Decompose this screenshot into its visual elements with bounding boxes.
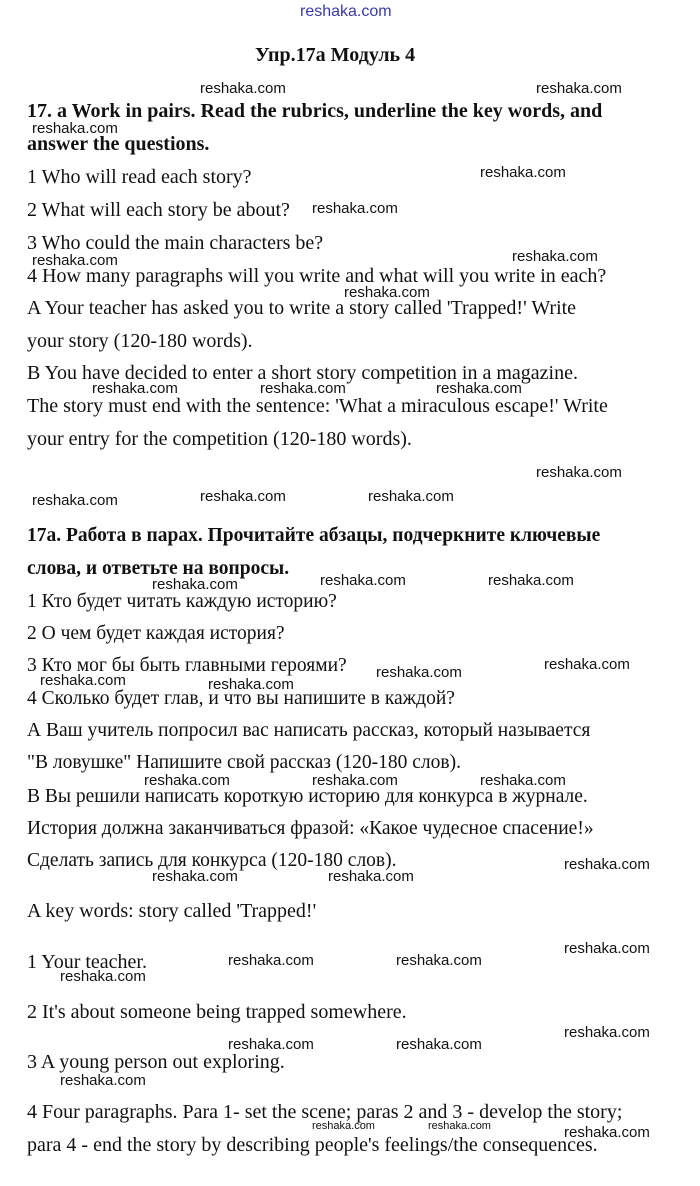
task-ru-question-4: 4 Сколько будет глав, и что вы напишите в каждой? [27, 688, 455, 709]
task-en-question-3: 3 Who could the main characters be? [27, 232, 324, 254]
watermark: reshaka.com [312, 1120, 375, 1132]
task-en-option-b-line1: B You have decided to enter a short story competition in a magazine. [27, 362, 578, 384]
task-ru-option-b-line1: В Вы решили написать короткую историю для конкурса в журнале. [27, 786, 588, 807]
watermark: reshaka.com [512, 248, 598, 265]
watermark: reshaka.com [152, 576, 238, 593]
watermark: reshaka.com [564, 1024, 650, 1041]
task-ru-heading-line2: слова, и ответьте на вопросы. [27, 558, 290, 579]
watermark: reshaka.com [544, 656, 630, 673]
answer-1: 1 Your teacher. [27, 951, 147, 973]
task-ru-question-2: 2 О чем будет каждая история? [27, 623, 285, 644]
watermark: reshaka.com [32, 492, 118, 509]
task-en-option-b-line3: your entry for the competition (120-180 words). [27, 428, 412, 450]
watermark: reshaka.com [480, 772, 566, 789]
watermark: reshaka.com [312, 772, 398, 789]
task-ru-question-1: 1 Кто будет читать каждую историю? [27, 591, 337, 612]
watermark: reshaka.com [200, 80, 286, 97]
watermark: reshaka.com [488, 572, 574, 589]
task-ru-option-a-line1: А Ваш учитель попросил вас написать рассказ, который называется [27, 720, 591, 741]
answer-3: 3 A young person out exploring. [27, 1051, 285, 1073]
site-link-top[interactable]: reshaka.com [300, 3, 392, 20]
watermark: reshaka.com [228, 952, 314, 969]
watermark: reshaka.com [32, 120, 118, 137]
watermark: reshaka.com [60, 1072, 146, 1089]
task-en-option-b-line2: The story must end with the sentence: 'What a miraculous escape!' Write [27, 395, 608, 417]
watermark: reshaka.com [536, 464, 622, 481]
answer-2: 2 It's about someone being trapped somewhere. [27, 1001, 407, 1023]
task-ru-option-b-line2: История должна заканчиваться фразой: «Какое чудесное спасение!» [27, 818, 594, 839]
watermark: reshaka.com [564, 940, 650, 957]
watermark: reshaka.com [228, 1036, 314, 1053]
watermark: reshaka.com [200, 488, 286, 505]
watermark: reshaka.com [60, 968, 146, 985]
watermark: reshaka.com [368, 488, 454, 505]
task-en-question-4: 4 How many paragraphs will you write and what will you write in each? [27, 265, 607, 287]
watermark: reshaka.com [144, 772, 230, 789]
watermark: reshaka.com [376, 664, 462, 681]
watermark: reshaka.com [260, 380, 346, 397]
page-title: Упр.17а Модуль 4 [255, 44, 416, 66]
watermark: reshaka.com [312, 200, 398, 217]
watermark: reshaka.com [40, 672, 126, 689]
answer-4-line2: para 4 - end the story by describing people's feelings/the consequences. [27, 1134, 598, 1156]
task-en-option-a-line1: A Your teacher has asked you to write a story called 'Trapped!' Write [27, 297, 577, 319]
watermark: reshaka.com [564, 1124, 650, 1141]
watermark: reshaka.com [208, 676, 294, 693]
watermark: reshaka.com [152, 868, 238, 885]
answer-key-words: A key words: story called 'Trapped!' [27, 900, 317, 922]
watermark: reshaka.com [428, 1120, 491, 1132]
watermark: reshaka.com [344, 284, 430, 301]
task-en-heading-line2: answer the questions. [27, 133, 210, 155]
task-en-question-2: 2 What will each story be about? [27, 199, 290, 221]
task-ru-option-a-line2: "В ловушке" Напишите свой рассказ (120-180 слов). [27, 752, 461, 773]
watermark: reshaka.com [92, 380, 178, 397]
watermark: reshaka.com [436, 380, 522, 397]
watermark: reshaka.com [564, 856, 650, 873]
task-en-heading-line1: 17. a Work in pairs. Read the rubrics, underline the key words, and [27, 100, 603, 122]
watermark: reshaka.com [328, 868, 414, 885]
task-ru-question-3: 3 Кто мог бы быть главными героями? [27, 655, 347, 676]
task-ru-heading-line1: 17а. Работа в парах. Прочитайте абзацы, подчеркните ключевые [27, 525, 601, 546]
watermark: reshaka.com [32, 252, 118, 269]
task-en-option-a-line2: your story (120-180 words). [27, 330, 253, 352]
watermark: reshaka.com [396, 1036, 482, 1053]
watermark: reshaka.com [320, 572, 406, 589]
watermark: reshaka.com [396, 952, 482, 969]
answer-4-line1: 4 Four paragraphs. Para 1- set the scene; paras 2 and 3 - develop the story; [27, 1101, 623, 1123]
task-en-question-1: 1 Who will read each story? [27, 166, 252, 188]
watermark: reshaka.com [536, 80, 622, 97]
watermark: reshaka.com [480, 164, 566, 181]
task-ru-option-b-line3: Сделать запись для конкурса (120-180 слов). [27, 850, 397, 871]
